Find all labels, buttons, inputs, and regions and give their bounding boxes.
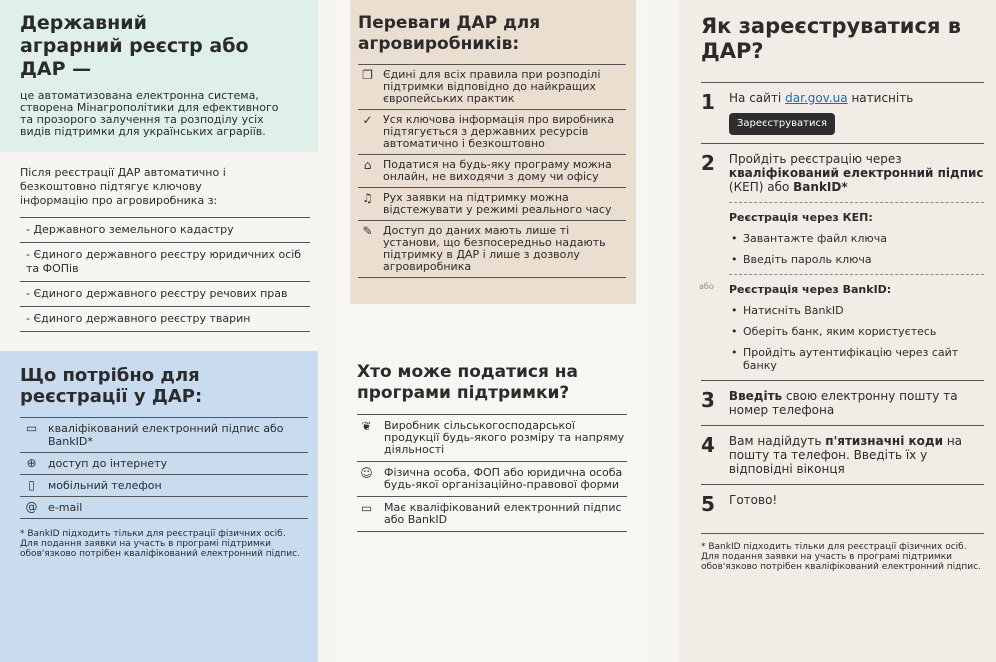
step-text-bold: BankID*	[793, 180, 848, 194]
who-section	[357, 362, 627, 532]
phone-icon: ▯	[28, 478, 35, 492]
list-item: • Введіть пароль ключа	[729, 249, 984, 270]
certificate-icon: ▭	[360, 501, 373, 515]
step-number: 2	[701, 151, 715, 175]
list-item: - Єдиного державного реєстру юридичних осіб та ФОПів	[20, 242, 310, 281]
list-item: - Єдиного державного реєстру речових прав	[20, 281, 310, 306]
shield-check-icon: ✓	[362, 113, 373, 127]
or-label: або	[699, 282, 714, 291]
who-list	[357, 414, 627, 532]
register-button[interactable]: Зареєструватися	[729, 113, 835, 135]
list-item	[357, 461, 627, 496]
bankid-section	[729, 274, 984, 380]
step-text: на пошту та телефон. Введіть їх у відповідні віконця	[728, 434, 963, 476]
footnote: * BankID підходить тільки для реєстрації фізичних осіб. Для подання заявки на участь в програмі підтримки обов'язково потрібен кваліфікований електронний підпис.	[20, 529, 300, 559]
dar-description: це автоматизована електронна система, створена Мінагрополітики для ефективного та прозорого залучення та розподілу усіх видів підтримки для українських аграріїв.	[20, 89, 279, 138]
step-number: 4	[701, 433, 715, 457]
item-text: Фізична особа, ФОП або юридична особа будь-якої організаційно-правової форми	[384, 466, 623, 491]
list-item	[357, 496, 627, 532]
right-panel	[679, 0, 996, 662]
item-text: мобільний телефон	[48, 479, 162, 492]
bankid-title: Реєстрація через BankID:	[729, 283, 892, 296]
home-icon: ⌂	[363, 158, 372, 172]
list-item	[357, 414, 627, 461]
person-icon: ☺	[360, 466, 373, 480]
step-5	[701, 484, 984, 523]
item-text: Має кваліфікований електронний підпис або BankID	[384, 501, 622, 526]
list-item: - Єдиного державного реєстру тварин	[20, 306, 310, 332]
requirements-section	[0, 351, 318, 662]
step-3	[701, 380, 984, 425]
step-text: Готово!	[729, 493, 778, 507]
email-icon: @	[25, 500, 38, 514]
step-1	[701, 82, 984, 143]
step-text: Пройдіть реєстрацію через	[728, 152, 902, 166]
step-text: На сайті	[729, 91, 782, 105]
list-item	[20, 452, 308, 474]
step-4	[701, 425, 984, 484]
advantages-list	[358, 64, 626, 278]
list-item: • Оберіть банк, яким користуєтесь	[729, 321, 984, 342]
footnote: * BankID підходить тільки для реєстрації фізичних осіб. Для подання заявки на участь в програмі підтримки обов'язково потрібен кваліфікований електронний підпис.	[701, 533, 984, 572]
list-item	[358, 220, 626, 278]
bell-icon: ♫	[362, 191, 373, 205]
step-number: 1	[701, 90, 715, 114]
advantages-section	[350, 0, 636, 304]
registries-list	[20, 217, 310, 332]
who-title: Хто може податися на програми підтримки?	[357, 362, 579, 403]
list-item: • Завантажте файл ключа	[729, 228, 984, 249]
item-text: Уся ключова інформація про виробника підтягується з державних ресурсів автоматично і безкоштовно	[383, 113, 615, 150]
requirements-title: Що потрібно для реєстрації у ДАР:	[20, 365, 203, 407]
list-item: - Державного земельного кадастру	[20, 217, 310, 242]
step-2	[701, 143, 984, 202]
kep-title: Реєстрація через КЕП:	[729, 211, 873, 224]
list-item	[358, 64, 626, 109]
list-item: • Натисніть BankID	[729, 300, 984, 321]
edit-icon: ✎	[362, 224, 373, 238]
dar-title: Державний аграрний реєстр або ДАР —	[20, 12, 249, 80]
document-icon: ❐	[362, 68, 373, 82]
item-text: кваліфікований електронний підпис або BankID*	[48, 422, 284, 448]
step-text: натисніть	[851, 91, 914, 105]
step-number: 3	[701, 388, 715, 412]
how-title: Як зареєструватися в ДАР?	[701, 14, 962, 63]
kep-section	[729, 202, 984, 274]
left-panel	[0, 0, 318, 662]
wheat-icon: ❦	[361, 419, 372, 433]
step-text-bold: кваліфікований електронний підпис	[728, 166, 984, 180]
step-number: 5	[701, 492, 715, 516]
advantages-title: Переваги ДАР для агровиробників:	[358, 13, 541, 54]
item-text: Рух заявки на підтримку можна відстежувати у режимі реального часу	[383, 191, 612, 216]
step-text-bold: п'ятизначні коди	[825, 434, 943, 448]
list-item	[20, 474, 308, 496]
item-text: Виробник сільськогосподарської продукції будь-якого розміру та напряму діяльності	[384, 419, 625, 456]
step-text: Вам надійдуть	[728, 434, 822, 448]
site-link[interactable]: dar.gov.ua	[785, 91, 848, 105]
step-text-bold: Введіть	[728, 389, 783, 403]
dar-intro	[0, 0, 318, 152]
step-text: свою електронну пошту та номер телефона	[728, 389, 958, 417]
item-text: Доступ до даних мають лише ті установи, що безпосередньо надають підтримку в ДАР і лише з дозволу агровиробника	[383, 224, 606, 273]
certificate-icon: ▭	[25, 421, 38, 435]
requirements-list	[20, 417, 308, 519]
item-text: e-mail	[48, 501, 83, 514]
step-text: (КЕП) або	[728, 180, 790, 194]
item-text: Податися на будь-яку програму можна онлайн, не виходячи з дому чи офісу	[383, 158, 612, 183]
list-item	[358, 154, 626, 187]
item-text: Єдині для всіх правила при розподілі підтримки відповідно до найкращих європейських практик	[383, 68, 601, 105]
how-to-register	[679, 0, 996, 572]
list-item: • Пройдіть аутентифікацію через сайт банку	[729, 342, 984, 376]
list-item	[20, 417, 308, 452]
list-item	[358, 109, 626, 154]
middle-panel	[339, 0, 645, 662]
after-registration-text: Після реєстрації ДАР автоматично і безкоштовно підтягує ключову інформацію про агровиробника з:	[20, 166, 226, 207]
list-item	[358, 187, 626, 220]
item-text: доступ до інтернету	[48, 457, 168, 470]
list-item	[20, 496, 308, 519]
globe-icon: ⊕	[26, 456, 37, 470]
